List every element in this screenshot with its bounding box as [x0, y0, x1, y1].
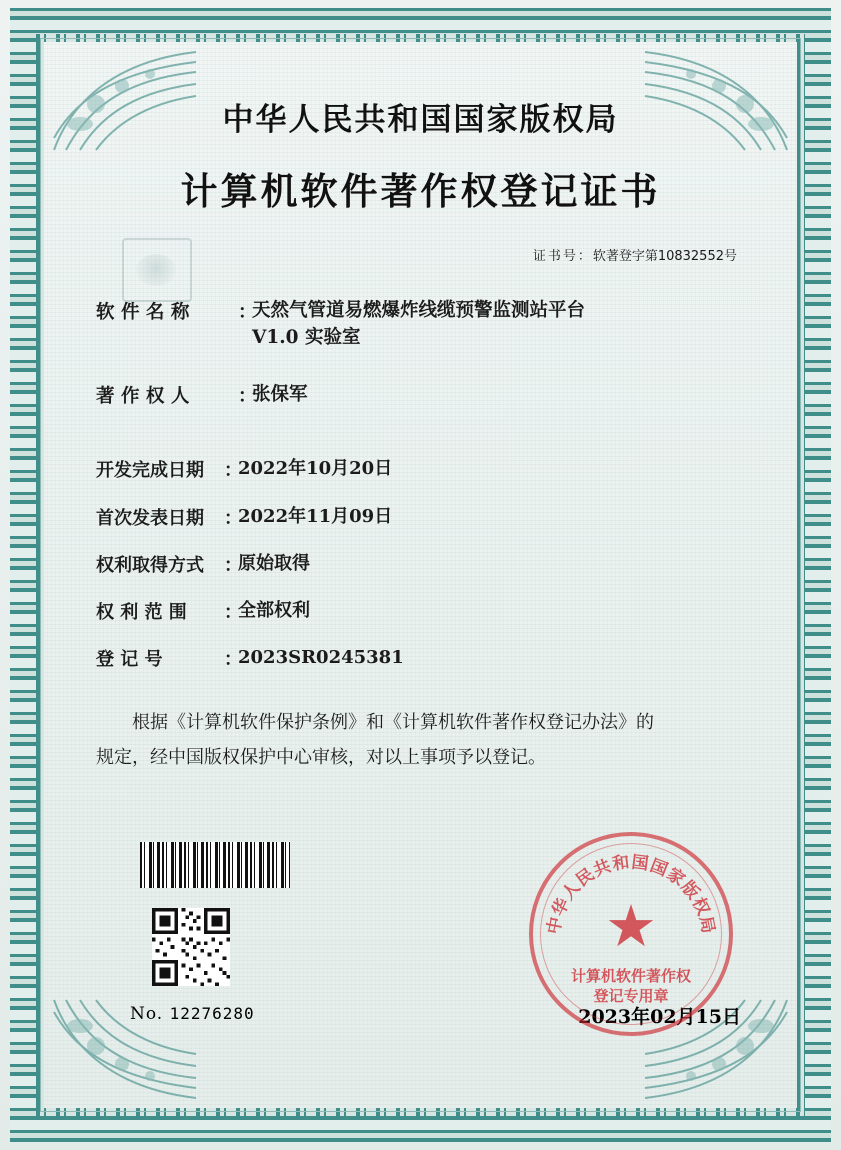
barcode — [140, 842, 290, 888]
certificate-paper — [44, 42, 797, 1108]
detail-label: 开发完成日期 — [96, 460, 204, 482]
document-number — [130, 1004, 255, 1024]
embossed-watermark — [122, 238, 192, 302]
statement-paragraph — [96, 705, 745, 775]
detail-value: 2023SR0245381 — [238, 646, 404, 668]
owner-field — [96, 382, 745, 409]
detail-value: 2022年11月09日 — [238, 505, 393, 527]
qr-code — [152, 908, 230, 986]
seal-star-icon: ★ — [605, 892, 657, 961]
detail-colon: ： — [224, 648, 242, 670]
certificate-number-label: 证书号： — [532, 249, 593, 264]
document-title: 计算机软件著作权登记证书 — [180, 169, 661, 213]
detail-row — [96, 551, 745, 577]
software-name-line1: 天然气管道易燃爆炸线缆预警监测站平台 — [252, 300, 586, 321]
issuer-title: 中华人民共和国国家版权局 — [222, 102, 619, 138]
detail-row — [96, 504, 745, 530]
software-name-label: 软 件 名 称 — [96, 302, 190, 323]
seal-bottom-line1: 计算机软件著作权 — [570, 966, 691, 985]
owner-label: 著 作 权 人 — [96, 385, 190, 407]
detail-value: 全部权利 — [238, 599, 310, 621]
detail-value: 2022年10月20日 — [238, 458, 393, 480]
document-number-label: No. — [130, 1004, 164, 1024]
detail-row — [96, 598, 745, 624]
issue-date: 2023年02月15日 — [578, 1006, 741, 1028]
detail-value: 原始取得 — [238, 552, 310, 574]
detail-label: 登 记 号 — [96, 648, 163, 670]
software-name-line2: V1.0 实验室 — [252, 326, 361, 348]
software-name-value — [252, 298, 745, 352]
detail-label: 权 利 范 围 — [96, 601, 187, 623]
detail-label: 首次发表日期 — [96, 507, 204, 529]
owner-value: 张保军 — [252, 383, 308, 405]
statement-line1: 根据《计算机软件保护条例》和《计算机软件著作权登记办法》的 — [132, 711, 654, 733]
seal-bottom-line2: 登记专用章 — [593, 986, 669, 1005]
detail-colon: ： — [224, 601, 242, 623]
detail-colon: ： — [224, 507, 242, 529]
statement-line2: 规定，经中国版权保护中心审核，对以上事项予以登记。 — [96, 747, 546, 768]
detail-label: 权利取得方式 — [96, 554, 204, 576]
owner-colon: ： — [238, 385, 257, 407]
seal-bottom-text — [533, 966, 729, 1007]
software-name-colon: ： — [238, 302, 257, 323]
detail-row — [96, 456, 745, 482]
detail-row — [96, 645, 745, 671]
software-name-field — [96, 298, 745, 352]
seal-arc-label: 中华人民共和国国家版权局 — [543, 852, 719, 936]
certificate-number-line — [96, 245, 737, 264]
detail-colon: ： — [224, 460, 242, 482]
detail-colon: ： — [224, 554, 242, 576]
details-list — [96, 456, 745, 670]
certificate-number-value: 软著登字第10832552号 — [592, 249, 737, 264]
official-seal — [529, 832, 733, 1036]
document-number-value: 12276280 — [169, 1004, 255, 1023]
